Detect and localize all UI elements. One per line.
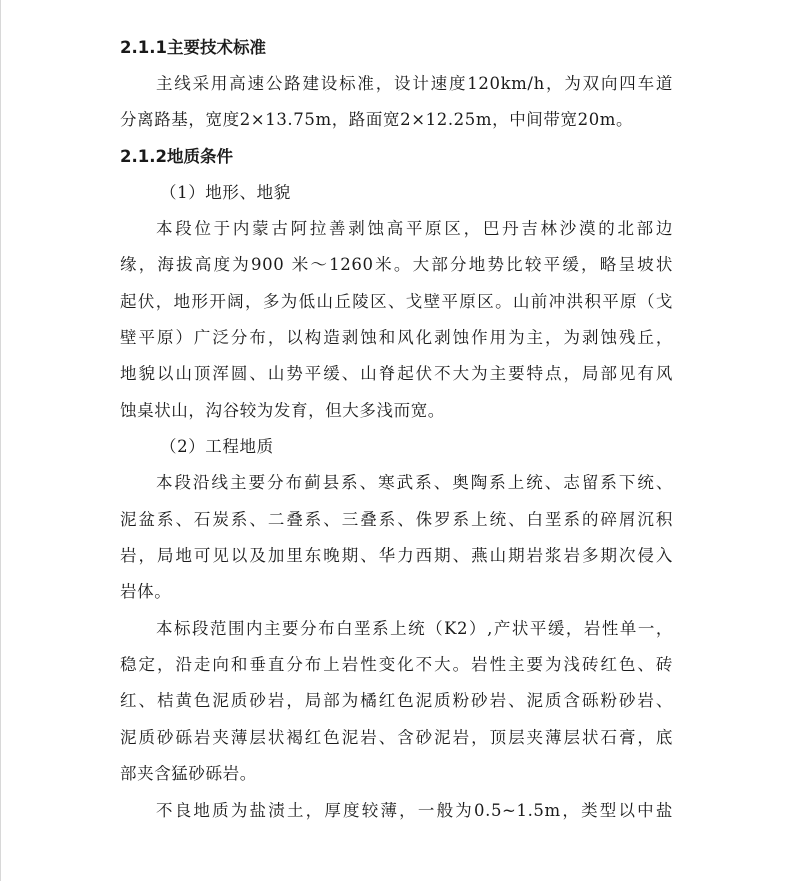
paragraph-adverse-geology <box>120 793 673 829</box>
section-heading-main-tech-standard: 2.1.1主要技术标准 <box>120 38 266 57</box>
text-line: 岩体。 <box>120 582 172 602</box>
text-line: 泥质砂砾岩夹薄层状褐红色泥岩、含砂泥岩，顶层夹薄层状石膏，底 <box>120 727 673 747</box>
text-line: 不良地质为盐渍土，厚度较薄，一般为0.5~1.5m，类型以中盐 <box>156 800 673 820</box>
text-line: 部夹含猛砂砾岩。 <box>120 764 257 784</box>
subheading-terrain: （1）地形、地貌 <box>160 182 291 202</box>
text-line: 起伏，地形开阔，多为低山丘陵区、戈壁平原区。山前冲洪积平原（戈 <box>120 291 673 311</box>
page-left-border <box>0 0 1 881</box>
document-content <box>120 30 673 829</box>
paragraph-strata <box>120 465 673 611</box>
text-line: 蚀桌状山，沟谷较为发育，但大多浅而宽。 <box>120 400 445 420</box>
text-line: 地貌以山顶浑圆、山势平缓、山脊起伏不大为主要特点，局部见有风 <box>120 364 673 384</box>
text-line: 壁平原）广泛分布，以构造剥蚀和风化剥蚀作用为主，为剥蚀残丘， <box>120 327 673 347</box>
text-line: 岩，局地可见以及加里东晚期、华力西期、燕山期岩浆岩多期次侵入 <box>120 545 673 565</box>
text-line: 本段沿线主要分布蓟县系、寒武系、奥陶系上统、志留系下统、 <box>156 473 673 493</box>
text-line: 红、桔黄色泥质砂岩，局部为橘红色泥质粉砂岩、泥质含砾粉砂岩、 <box>120 691 673 711</box>
subheading-engineering-geology: （2）工程地质 <box>160 437 274 457</box>
text-line: 稳定，沿走向和垂直分布上岩性变化不大。岩性主要为浅砖红色、砖 <box>120 655 673 675</box>
text-line: 泥盆系、石炭系、二叠系、三叠系、侏罗系上统、白垩系的碎屑沉积 <box>120 509 673 529</box>
text-line: 本段位于内蒙古阿拉善剥蚀高平原区，巴丹吉林沙漠的北部边 <box>156 218 673 238</box>
text-line: 本标段范围内主要分布白垩系上统（K2）,产状平缓，岩性单一， <box>156 618 673 638</box>
section-heading-geology: 2.1.2地质条件 <box>120 146 233 166</box>
paragraph-tech-standard <box>120 66 673 139</box>
paragraph-lithology <box>120 611 673 793</box>
text-line: 缘，海拔高度为900 米～1260米。大部分地势比较平缓，略呈坡状 <box>120 255 673 275</box>
text-line: 主线采用高速公路建设标准，设计速度120km/h，为双向四车道 <box>156 74 673 93</box>
paragraph-terrain <box>120 211 673 429</box>
text-line: 分离路基，宽度2×13.75m，路面宽2×12.25m，中间带宽20m。 <box>120 110 634 130</box>
